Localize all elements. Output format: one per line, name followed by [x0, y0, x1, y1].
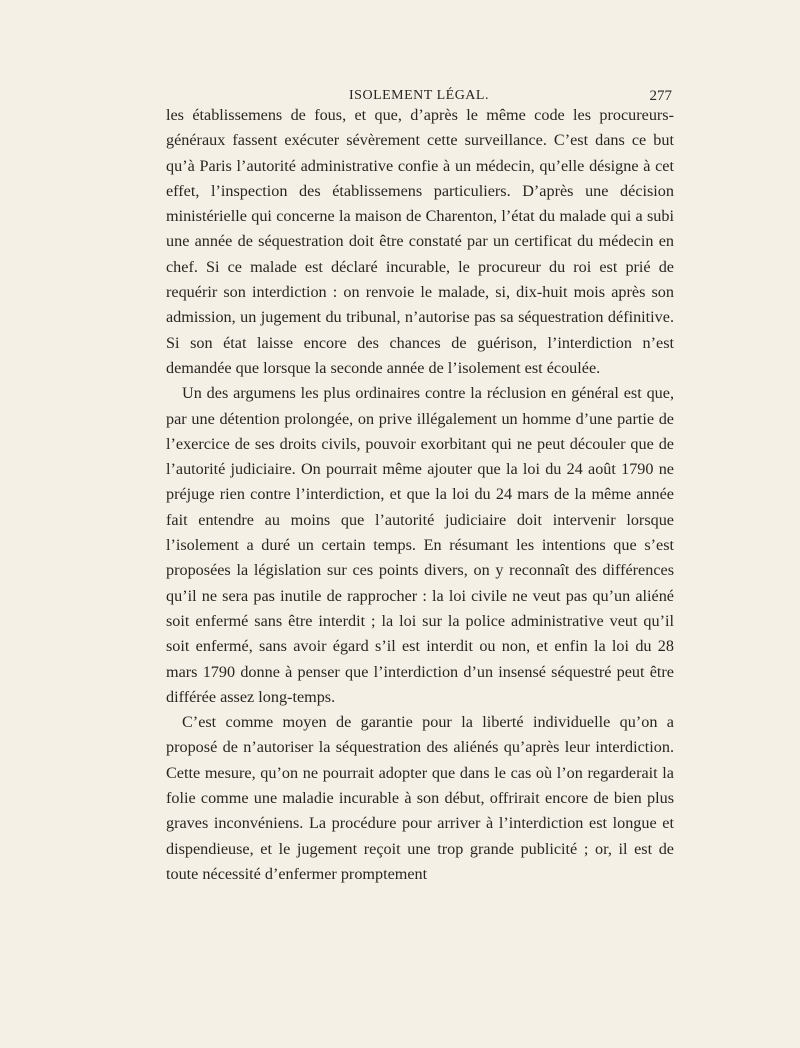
paragraph-2: Un des argumens les plus ordinaires contre la réclusion en général est que, par une détention prolongée, on prive illégalement un homme d’une partie de l’exercice de ses droits civils, pouvoir exorbitant qui ne peut découler que de l’autorité judiciaire. On pourrait même ajouter que la loi du 24 août 1790 ne préjuge rien contre l’interdiction, et que la loi du 24 mars de la même année fait entendre au moins que l’autorité judiciaire doit intervenir lorsque l’isolement a duré un certain temps. En résumant les intentions que s’est proposées la législation sur ces points divers, on y reconnaît des différences qu’il ne sera pas inutile de rapprocher : la loi civile ne veut pas qu’un aliéné soit enfermé sans être interdit ; la loi sur la police administrative veut qu’il soit enfermé, sans avoir égard s’il est interdit ou non, et enfin la loi du 28 mars 1790 donne à penser que l’interdiction d’un insensé séquestré peut être différée assez long-temps. — [166, 384, 674, 706]
paragraph-3: C’est comme moyen de garantie pour la liberté individuelle qu’on a proposé de n’autoriser la séquestration des aliénés qu’après leur interdiction. Cette mesure, qu’on ne pourrait adopter que dans le cas où l’on regarderait la folie comme une maladie incurable à son début, offrirait encore de bien plus graves inconvéniens. La procédure pour arriver à l’interdiction est longue et dispendieuse, et le jugement reçoit une trop grande publicité ; or, il est de toute nécessité d’enfermer promptement — [166, 713, 674, 883]
running-title: ISOLEMENT LÉGAL. — [349, 88, 489, 103]
paragraph-1: les établissemens de fous, et que, d’après le même code les procureurs-généraux fassent exécuter sévèrement cette surveillance. C’est dans ce but qu’à Paris l’autorité administrative confie à un médecin, qu’elle désigne à cet effet, l’inspection des établissemens particuliers. D’après une décision ministérielle qui concerne la maison de Charenton, l’état du malade qui a subi une année de séquestration doit être constaté par un certificat du médecin en chef. Si ce malade est déclaré incurable, le procureur du roi est prié de requérir son interdiction : on renvoie le malade, si, dix-huit mois après son admission, un jugement du tribunal, n’autorise pas sa séquestration définitive. Si son état laisse encore des chances de guérison, l’interdiction n’est demandée que lorsque la seconde année de l’isolement est écoulée. — [166, 106, 674, 377]
page-number: 277 — [649, 88, 672, 104]
body-text — [166, 103, 674, 887]
